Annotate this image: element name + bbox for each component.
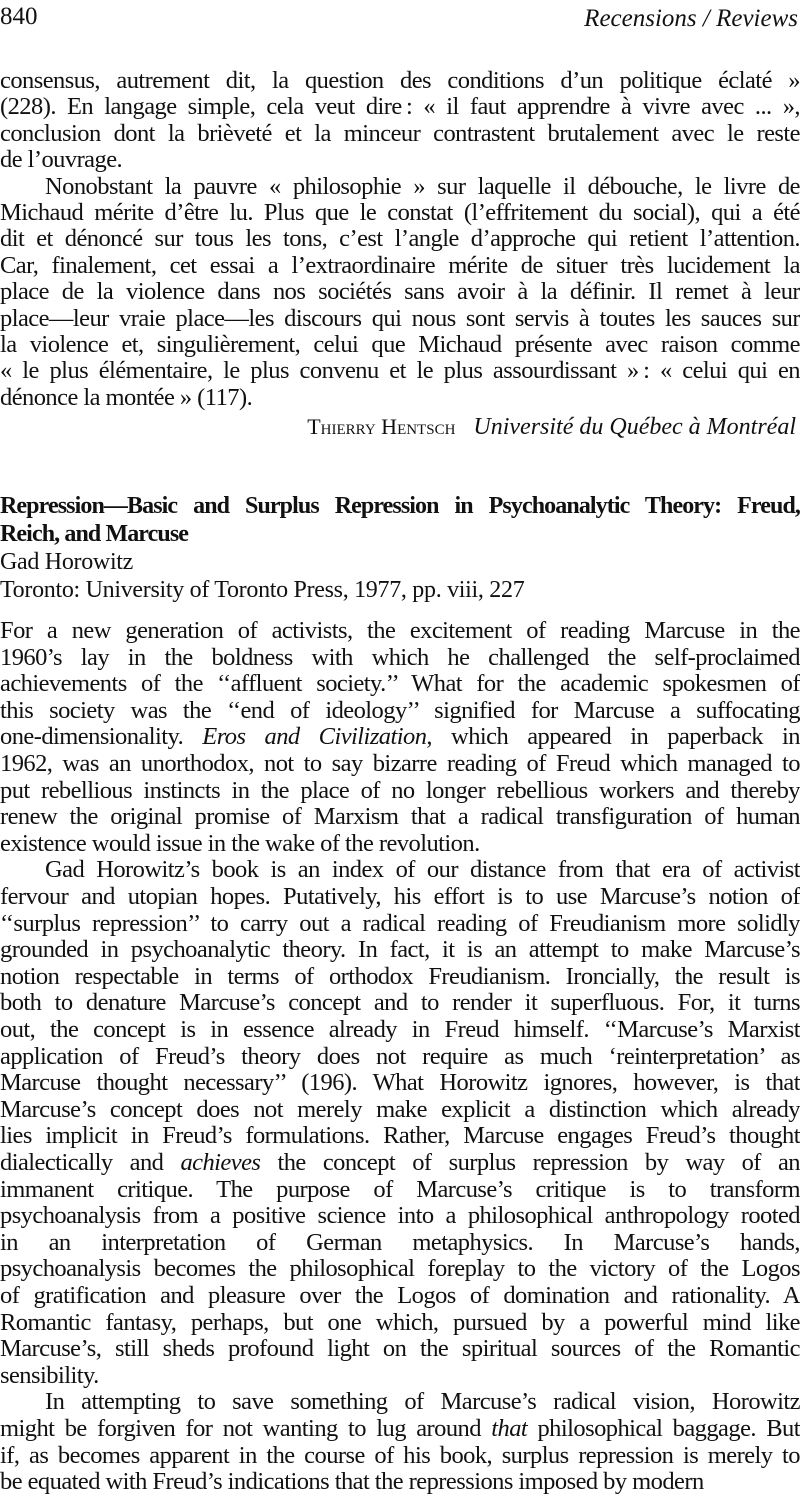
text-line: grounded in psychoanalytic theory. In fact, it is an attempt to make Marcuse’s	[0, 936, 800, 964]
text-line: Gad Horowitz’s book is an index of our distance from that era of activist	[45, 856, 800, 884]
text-line: immanent critique. The purpose of Marcuse’s critique is to transform	[0, 1175, 800, 1203]
text-line: notion respectable in terms of orthodox Freudianism. Ironcially, the result is	[0, 962, 800, 990]
reviewer-affiliation: Université du Québec à Montréal	[473, 414, 796, 440]
text-line: (228). En langage simple, cela veut dire : « il faut apprendre à vivre avec ... »,	[0, 93, 800, 121]
text-line: Marcuse’s, still sheds profound light on the spiritual sources of the Romantic	[0, 1335, 800, 1363]
text-line: if, as becomes apparent in the course of his book, surplus repression is merely to	[0, 1441, 800, 1469]
text-line: dialectically and achieves the concept of surplus repression by way of an	[0, 1149, 800, 1176]
text-line: For a new generation of activists, the excitement of reading Marcuse in the	[0, 617, 800, 644]
book-title-line-1: Repression—Basic and Surplus Repression in Psychoanalytic Theory: Freud,	[0, 493, 800, 519]
text-line: place—leur vraie place—les discours qui nous sont servis à toutes les sauces sur	[0, 304, 800, 332]
text-line: renew the original promise of Marxism that a radical transfiguration of human	[0, 803, 800, 831]
text-line: de l’ouvrage.	[0, 146, 123, 174]
text-line: 1962, was an unorthodox, not to say bizarre reading of Freud which managed to	[0, 750, 800, 777]
reviewer-signature	[307, 412, 796, 442]
text-line: out, the concept is in essence already in Freud himself. ‘‘Marcuse’s Marxist	[0, 1016, 800, 1043]
text-line: consensus, autrement dit, la question des conditions d’un politique éclaté »	[0, 67, 800, 94]
text-line: dénonce la montée » (117).	[0, 383, 253, 411]
text-line: « le plus élémentaire, le plus convenu et le plus assourdissant » : « celui qui en	[0, 357, 800, 385]
text-line: fervour and utopian hopes. Putatively, his effort is to use Marcuse’s notion of	[0, 883, 800, 910]
text-line: one-dimensionality. Eros and Civilization, which appeared in paperback in	[0, 723, 800, 751]
page-header	[0, 0, 800, 40]
text-line: 1960’s lay in the boldness with which he challenged the self-proclaimed	[0, 643, 800, 671]
text-line: Marcuse’s concept does not merely make explicit a distinction which already	[0, 1095, 800, 1123]
text-line: put rebellious instincts in the place of no longer rebellious workers and thereby	[0, 776, 800, 804]
text-line: Nonobstant la pauvre « philosophie » sur laquelle il débouche, le livre de	[45, 172, 800, 200]
text-line: lies implicit in Freud’s formulations. Rather, Marcuse engages Freud’s thought	[0, 1122, 800, 1150]
text-line: in an interpretation of German metaphysics. In Marcuse’s hands,	[0, 1228, 800, 1256]
text-line: be equated with Freud’s indications that the repressions imposed by modern	[0, 1468, 704, 1496]
book-author: Gad Horowitz	[0, 549, 134, 575]
text-line: sensibility.	[0, 1361, 99, 1389]
text-line: application of Freud’s theory does not require as much ‘reinterpretation’ as	[0, 1042, 800, 1070]
text-line: Car, finalement, cet essai a l’extraordinaire mérite de situer très lucidement la	[0, 251, 800, 279]
text-line: psychoanalysis becomes the philosophical foreplay to the victory of the Logos	[0, 1255, 800, 1283]
text-line: might be forgiven for not wanting to lug around that philosophical baggage. But	[0, 1415, 800, 1442]
running-head: Recensions / Reviews	[584, 5, 798, 32]
italic-title: Eros and Civilization	[202, 723, 427, 751]
book-publication: Toronto: University of Toronto Press, 1977, pp. viii, 227	[0, 577, 525, 603]
text-line: achievements of the ‘‘affluent society.’’ What for the academic spokesmen of	[0, 670, 800, 698]
book-title-line-2: Reich, and Marcuse	[0, 521, 189, 547]
text-line: Michaud mérite d’être lu. Plus que le constat (l’effritement du social), qui a été	[0, 199, 800, 226]
text-line: conclusion dont la brièveté et la minceur contrastent brutalement avec le reste	[0, 119, 800, 147]
text-line: ‘‘surplus repression’’ to carry out a radical reading of Freudianism more solidly	[0, 909, 800, 937]
text-line: both to denature Marcuse’s concept and to render it superfluous. For, it turns	[0, 989, 800, 1017]
text-line: Marcuse thought necessary’’ (196). What Horowitz ignores, however, is that	[0, 1069, 800, 1097]
italic-title: that	[491, 1415, 528, 1442]
page-number: 840	[0, 3, 38, 30]
text-line: this society was the ‘‘end of ideology’’ signified for Marcuse a suffocating	[0, 696, 800, 724]
text-line: la violence et, singulièrement, celui que Michaud présente avec raison comme	[0, 331, 800, 358]
italic-title: achieves	[180, 1149, 261, 1176]
text-line: psychoanalysis from a positive science into a philosophical anthropology rooted	[0, 1202, 800, 1230]
text-line: existence would issue in the wake of the revolution.	[0, 829, 480, 857]
reviewer-name: Thierry Hentsch	[307, 414, 456, 439]
text-line: In attempting to save something of Marcuse’s radical vision, Horowitz	[45, 1388, 800, 1416]
text-line: dit et dénoncé sur tous les tons, c’est l’angle d’approche qui retient l’attention.	[0, 225, 800, 253]
text-line: Romantic fantasy, perhaps, but one which, pursued by a powerful mind like	[0, 1308, 800, 1336]
text-line: place de la violence dans nos sociétés sans avoir à la définir. Il remet à leur	[0, 278, 800, 306]
text-line: of gratification and pleasure over the Logos of domination and rationality. A	[0, 1282, 800, 1309]
